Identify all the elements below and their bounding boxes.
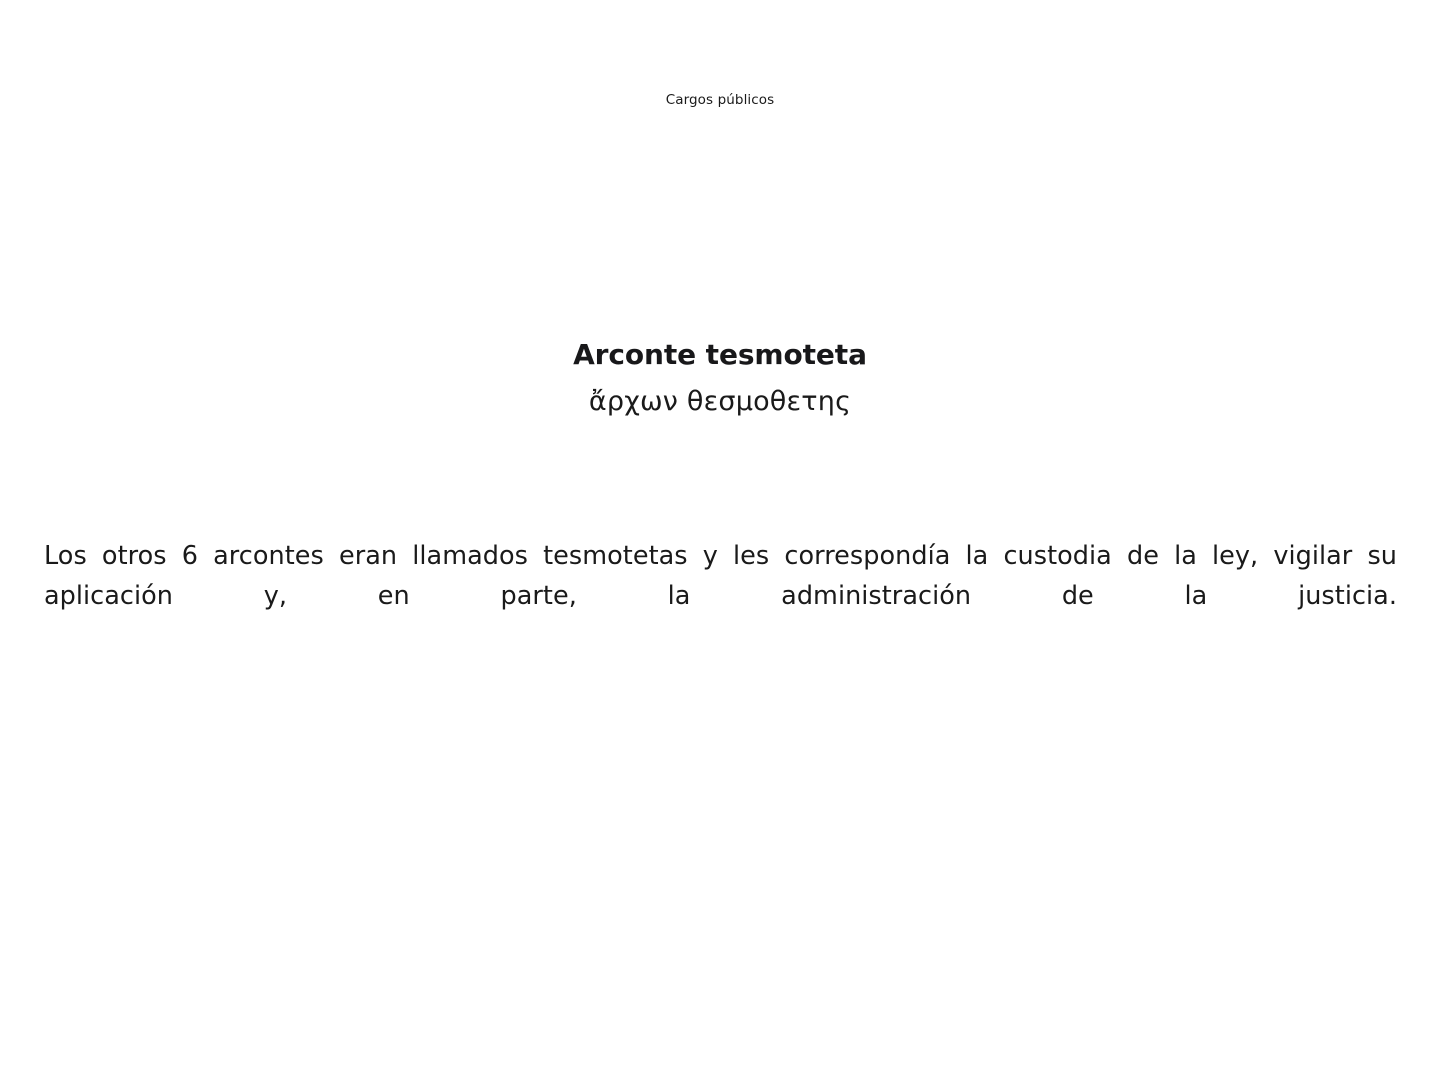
page-title: Arconte tesmoteta xyxy=(573,338,867,371)
page-subtitle-greek: ἄρχων θεσμοθετης xyxy=(588,386,852,418)
body-block xyxy=(44,536,1397,657)
title-block xyxy=(0,338,1440,419)
slide-section-header: Cargos públicos xyxy=(665,92,775,108)
body-paragraph: Los otros 6 arcontes eran llamados tesmotetas y les correspondía la custodia de la ley, vigilar su aplicación y, en parte, la administración de la justicia. xyxy=(44,541,1397,612)
